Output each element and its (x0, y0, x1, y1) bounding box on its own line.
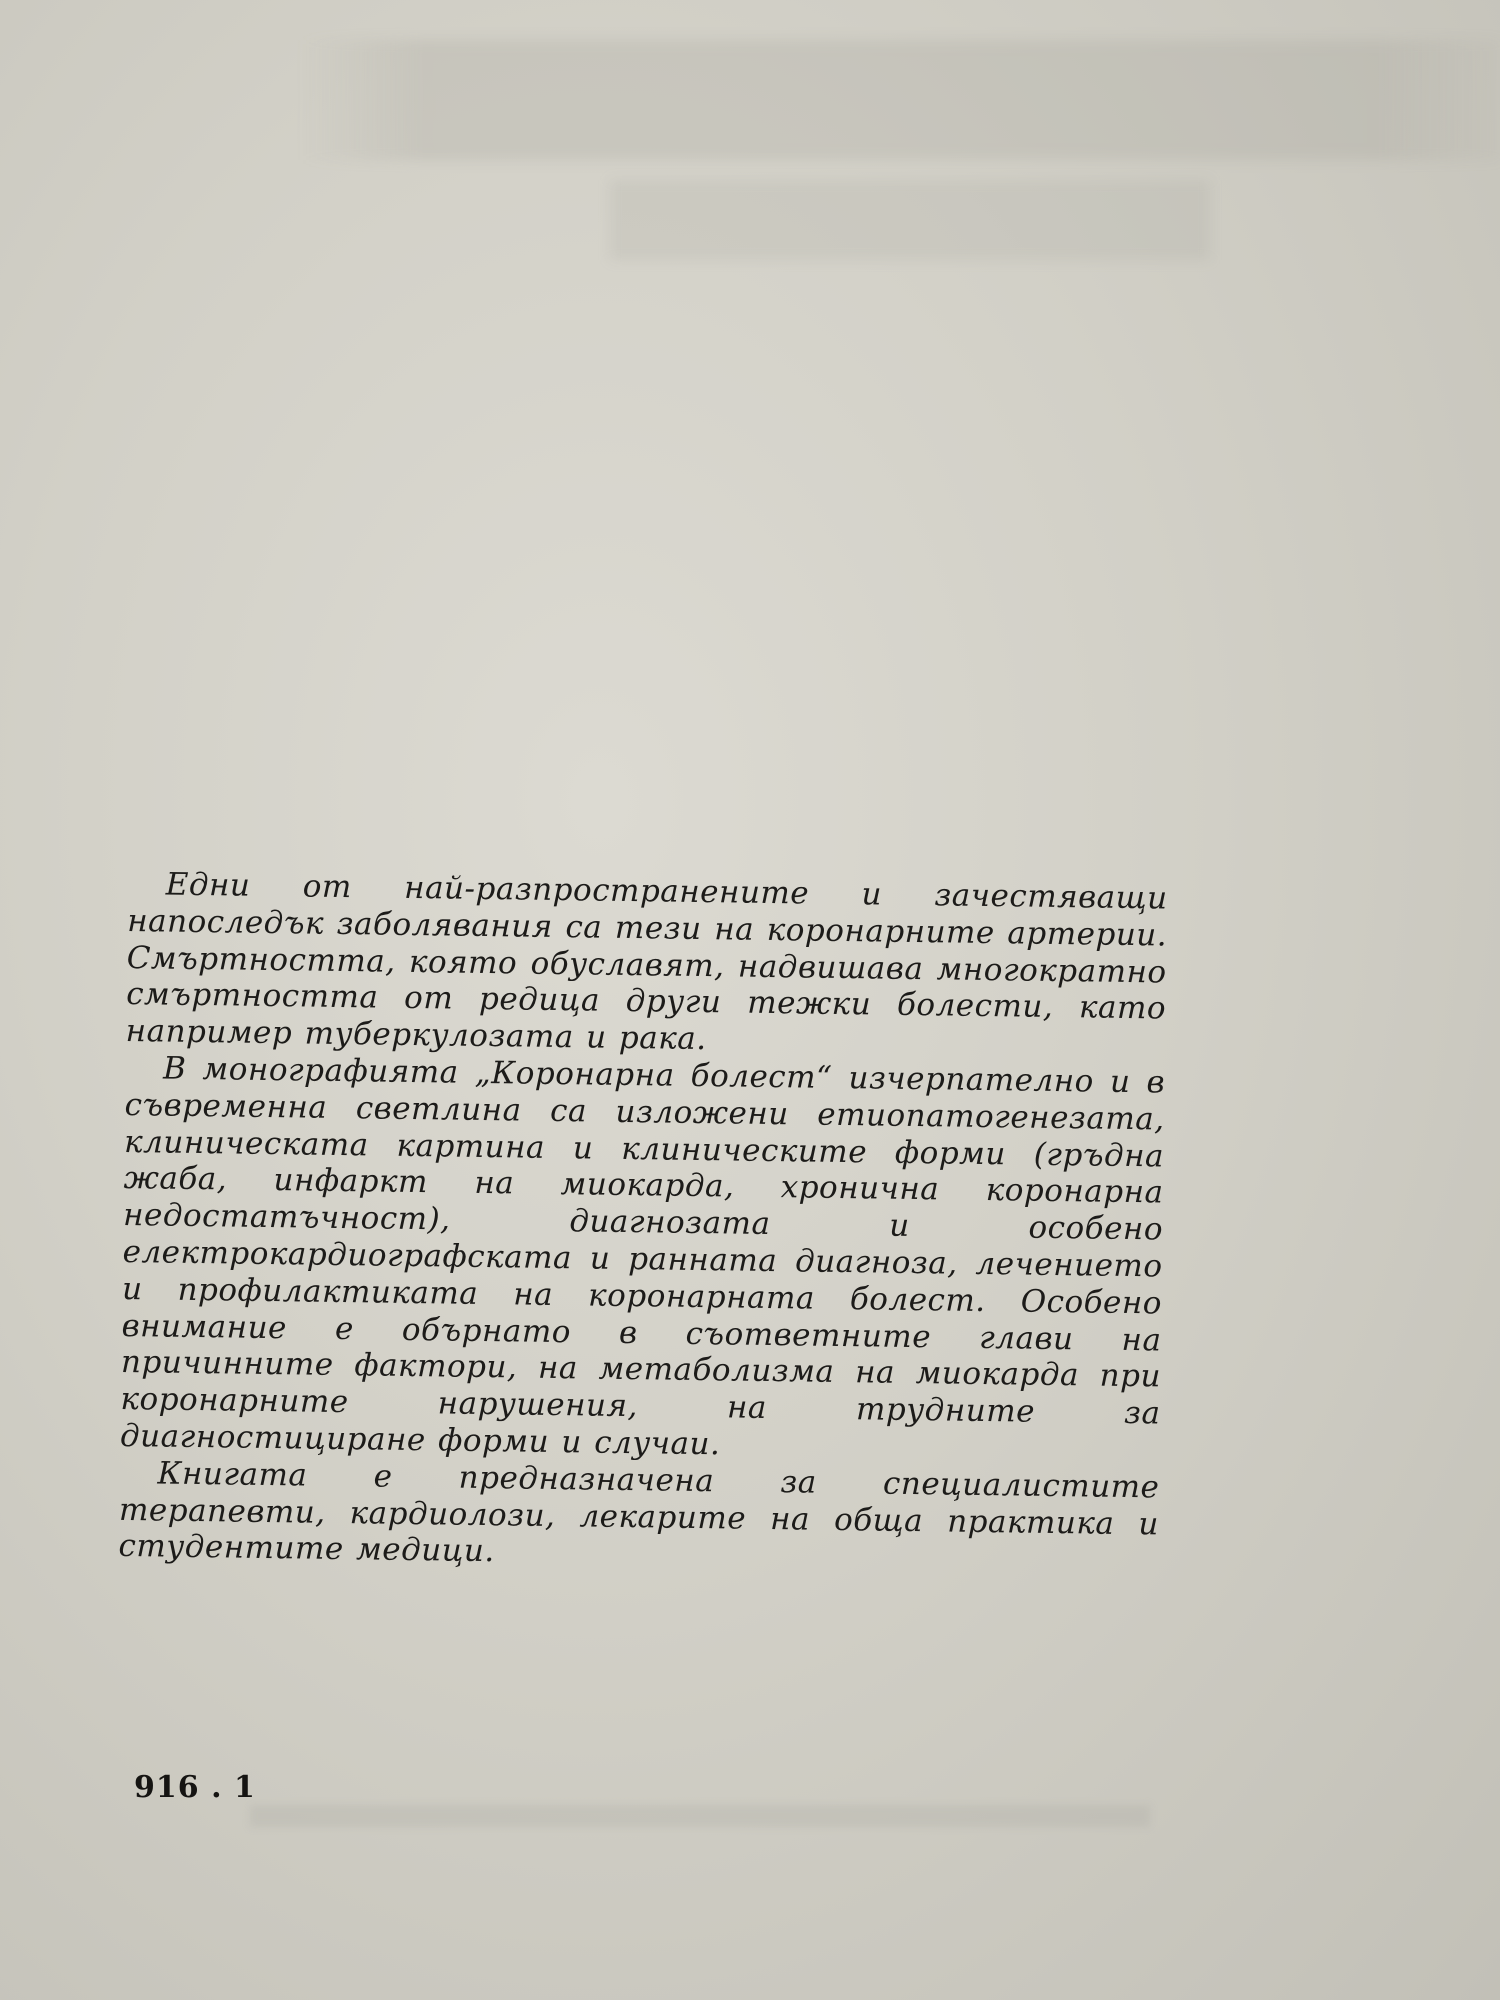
annotation-text-block (118, 866, 1168, 1580)
paragraph-monograph-contents: В монографията „Коронарна болест“ изчерпателно и в съвременна светлина са изложени етиопатогенезата, клиническата картина и клиническите форми (гръдна жаба, инфаркт на миокарда, хронична коронарна недостатъчност), диагнозата и особено електрокардиографската и ранната диагноза, лечението и профилактиката на коронарната болест. Особено внимание е обърнато в съответните глави на причинните фактори, на метаболизма на миокарда при коронарните нарушения, на трудните за диагностициране форми и случаи. (119, 1050, 1166, 1463)
bleed-through-title-line-2 (610, 180, 1210, 260)
bleed-through-bottom-line (250, 1805, 1150, 1827)
bleed-through-shadow (0, 0, 1500, 360)
page-code: 916 . 1 (134, 1770, 256, 1805)
paragraph-intro: Едни от най-разпространените и зачестяващи напоследък заболявания са тези на коронарните артерии. Смъртността, която обуславят, надвишава многократно смъртността от редица други тежки болести, като например туберкулозата и рака. (125, 866, 1168, 1058)
paragraph-audience: Книгата е предназначена за специалистите терапевти, кардиолози, лекарите на обща практика и студентите медици. (118, 1455, 1160, 1570)
bleed-through-title-line-1 (300, 40, 1500, 160)
